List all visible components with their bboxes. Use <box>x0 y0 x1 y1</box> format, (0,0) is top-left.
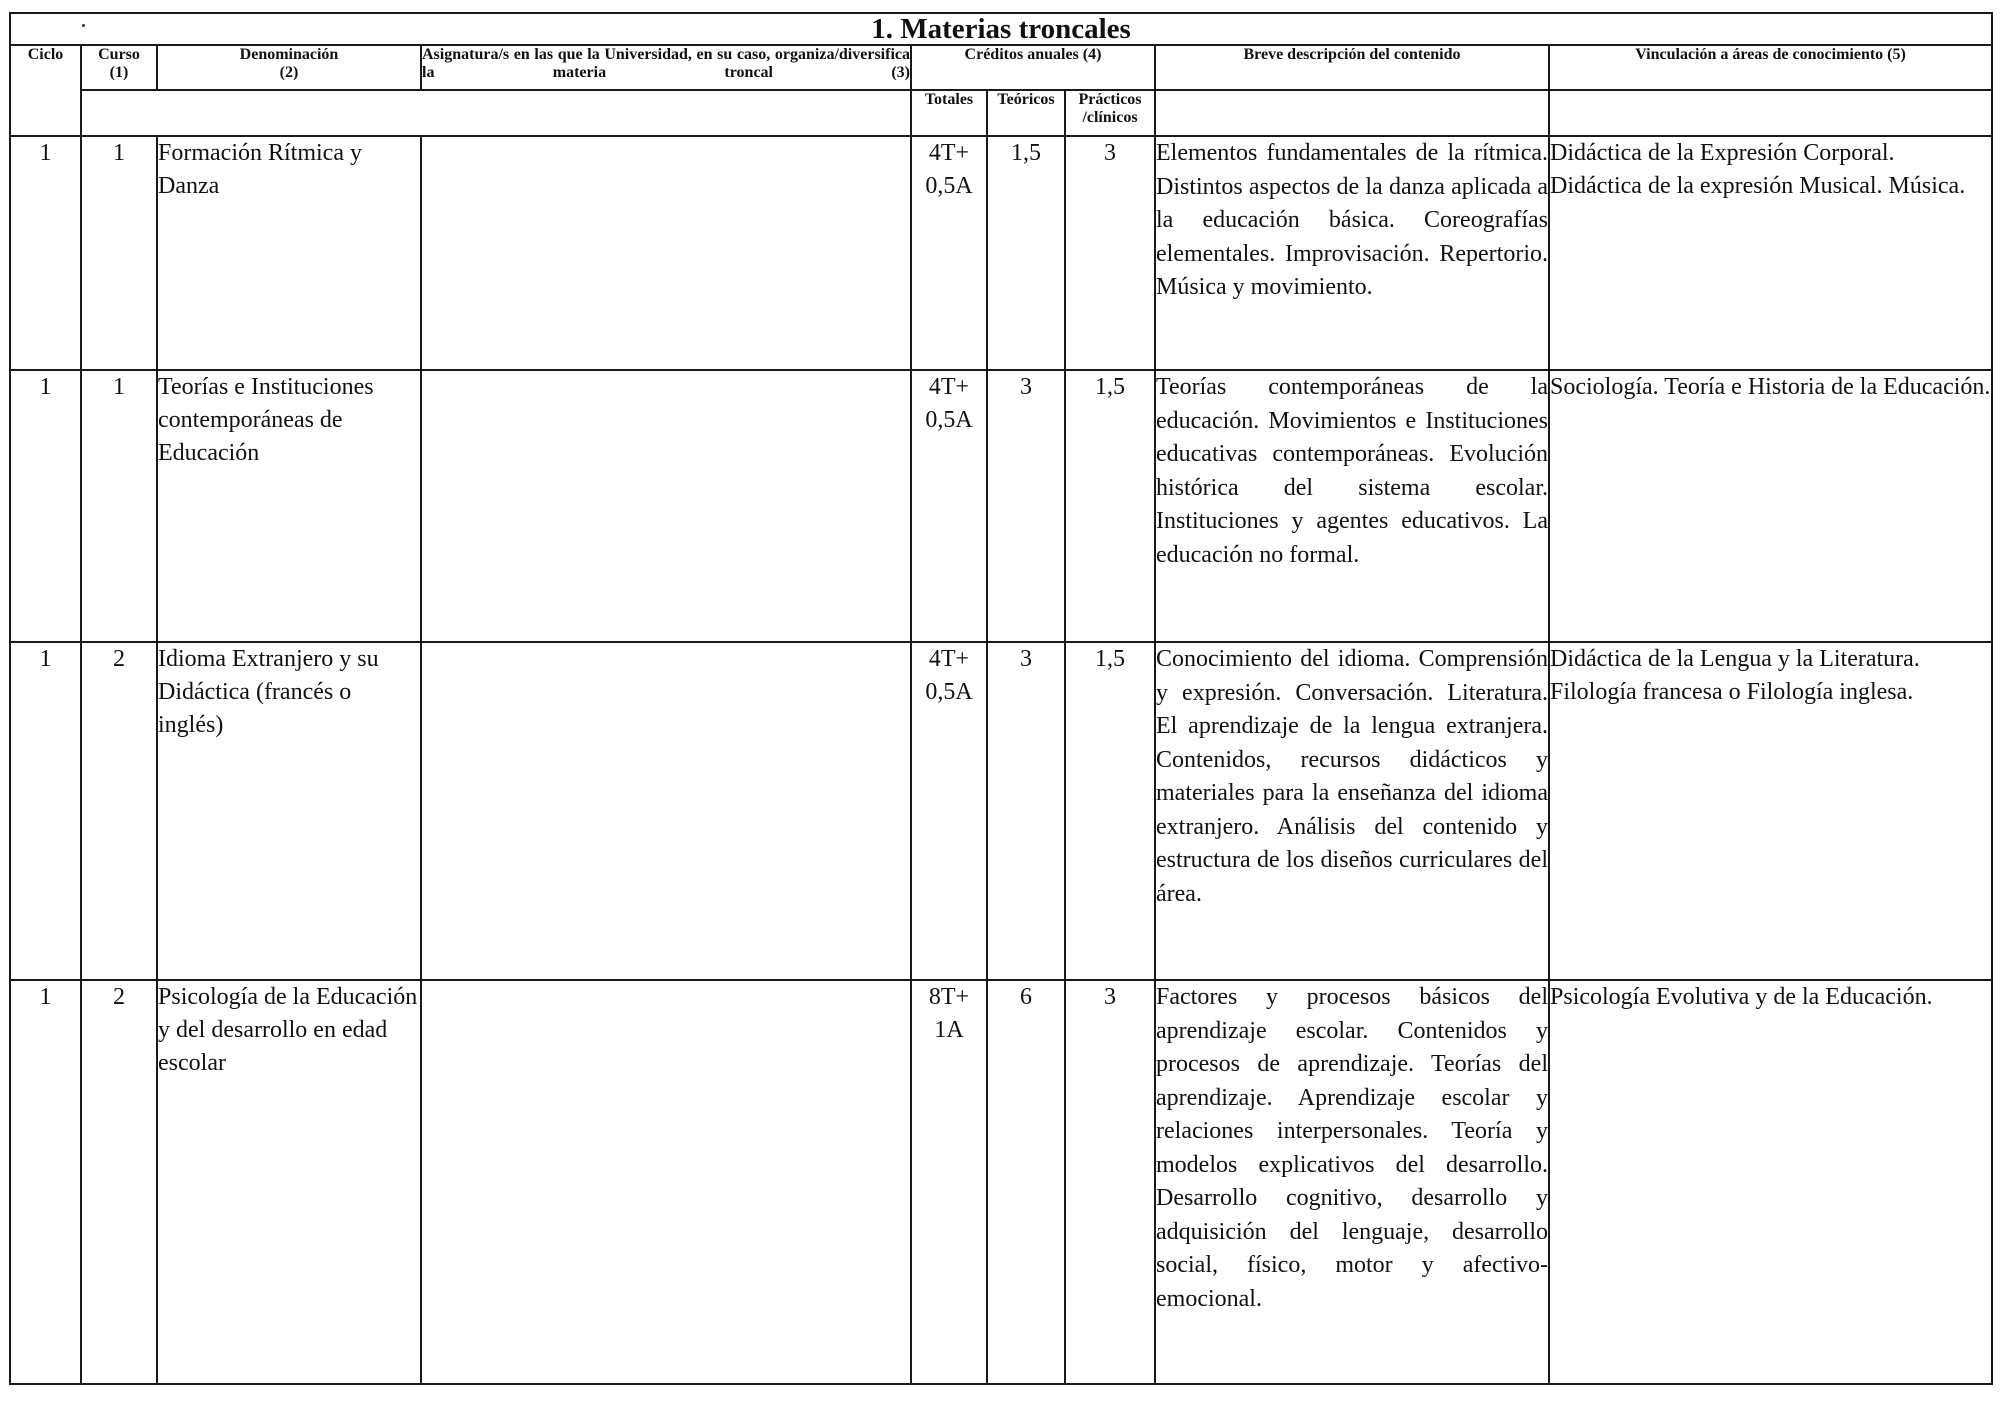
cell-curso: 1 <box>81 136 157 370</box>
cell-denominacion: Psicología de la Educación y del desarrollo en edad escolar <box>157 980 421 1384</box>
cell-descripcion: Factores y procesos básicos del aprendizaje escolar. Contenidos y procesos de aprendizaje. Teorías del aprendizaje. Aprendizaje escolar y relaciones interpersonales. Teoría y modelos explicativos del desarrollo. Desarrollo cognitivo, desarrollo y adquisición del lenguaje, desarrollo social, físico, motor y afectivo-emocional. <box>1155 980 1549 1384</box>
header-asignatura: Asignatura/s en las que la Universidad, en su caso, organiza/diversifica la materia troncal (3) <box>421 45 911 90</box>
subheader-row <box>10 90 1992 136</box>
table-title: 1. Materias troncales <box>10 13 1992 45</box>
cell-asignatura <box>421 370 911 642</box>
header-denominacion-label: Denominación <box>239 46 339 63</box>
materias-troncales-table <box>9 12 1993 1385</box>
table-row <box>10 642 1992 980</box>
cell-teoricos: 3 <box>987 642 1065 980</box>
cell-practicos: 1,5 <box>1065 370 1155 642</box>
table-row <box>10 136 1992 370</box>
header-descripcion: Breve descripción del contenido <box>1155 45 1549 90</box>
header-denominacion-note: (2) <box>279 64 299 81</box>
cell-denominacion: Idioma Extranjero y su Didáctica (francés o inglés) <box>157 642 421 980</box>
title-row <box>10 13 1992 45</box>
subheader-blank-desc <box>1155 90 1549 136</box>
cell-descripcion: Conocimiento del idioma. Comprensión y expresión. Conversación. Literatura. El aprendizaje de la lengua extranjera. Contenidos, recursos didácticos y materiales para la enseñanza del idioma extranjero. Análisis del contenido y estructura de los diseños curriculares del área. <box>1155 642 1549 980</box>
header-teoricos: Teóricos <box>987 90 1065 136</box>
cell-practicos: 1,5 <box>1065 642 1155 980</box>
cell-ciclo: 1 <box>10 980 81 1384</box>
header-curso <box>81 45 157 90</box>
header-denominacion <box>157 45 421 90</box>
cell-practicos: 3 <box>1065 980 1155 1384</box>
cell-asignatura <box>421 980 911 1384</box>
cell-curso: 2 <box>81 980 157 1384</box>
cell-teoricos: 6 <box>987 980 1065 1384</box>
cell-vinculacion: Didáctica de la Lengua y la Literatura. Filología francesa o Filología inglesa. <box>1549 642 1992 980</box>
cell-ciclo: 1 <box>10 370 81 642</box>
cell-asignatura <box>421 642 911 980</box>
table-row <box>10 370 1992 642</box>
header-curso-note: (1) <box>109 64 129 81</box>
cell-vinculacion: Psicología Evolutiva y de la Educación. <box>1549 980 1992 1384</box>
cell-teoricos: 1,5 <box>987 136 1065 370</box>
subheader-blank-vinc <box>1549 90 1992 136</box>
header-creditos: Créditos anuales (4) <box>911 45 1155 90</box>
header-practicos: Prácticos /clínicos <box>1065 90 1155 136</box>
cell-descripcion: Elementos fundamentales de la rítmica. Distintos aspectos de la danza aplicada a la educación básica. Coreografías elementales. Improvisación. Repertorio. Música y movimiento. <box>1155 136 1549 370</box>
cell-ciclo: 1 <box>10 136 81 370</box>
cell-denominacion: Formación Rítmica y Danza <box>157 136 421 370</box>
cell-practicos: 3 <box>1065 136 1155 370</box>
header-totales: Totales <box>911 90 987 136</box>
cell-teoricos: 3 <box>987 370 1065 642</box>
cell-curso: 2 <box>81 642 157 980</box>
header-ciclo: Ciclo <box>10 45 81 136</box>
cell-totales: 4T+ 0,5A <box>911 642 987 980</box>
header-vinculacion: Vinculación a áreas de conocimiento (5) <box>1549 45 1992 90</box>
subheader-blank <box>81 90 911 136</box>
cell-descripcion: Teorías contemporáneas de la educación. Movimientos e Instituciones educativas contemporáneas. Evolución histórica del sistema escolar. Instituciones y agentes educativos. La educación no formal. <box>1155 370 1549 642</box>
cell-totales: 8T+ 1A <box>911 980 987 1384</box>
table-row <box>10 980 1992 1384</box>
cell-ciclo: 1 <box>10 642 81 980</box>
cell-vinculacion: Didáctica de la Expresión Corporal. Didáctica de la expresión Musical. Música. <box>1549 136 1992 370</box>
cell-totales: 4T+ 0,5A <box>911 136 987 370</box>
cell-denominacion: Teorías e Instituciones contemporáneas de Educación <box>157 370 421 642</box>
cell-curso: 1 <box>81 370 157 642</box>
header-curso-label: Curso <box>98 46 140 63</box>
header-row <box>10 45 1992 90</box>
cell-totales: 4T+ 0,5A <box>911 370 987 642</box>
cell-asignatura <box>421 136 911 370</box>
cell-vinculacion: Sociología. Teoría e Historia de la Educación. <box>1549 370 1992 642</box>
